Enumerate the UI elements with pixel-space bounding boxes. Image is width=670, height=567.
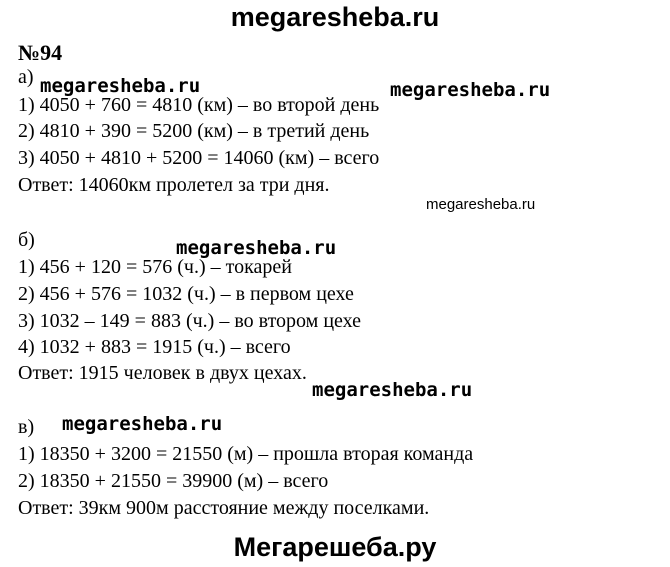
part-b-line-2: 2) 456 + 576 = 1032 (ч.) – в первом цехе: [18, 283, 354, 305]
part-v-line-1: 1) 18350 + 3200 = 21550 (м) – прошла вторая команда: [18, 443, 474, 465]
watermark: megaresheba.ru: [40, 75, 201, 97]
part-b-line-4: 4) 1032 + 883 = 1915 (ч.) – всего: [18, 336, 291, 358]
watermark: megaresheba.ru: [176, 237, 337, 259]
part-a-line-3: 3) 4050 + 4810 + 5200 = 14060 (км) – всего: [18, 147, 380, 169]
watermark: megaresheba.ru: [426, 196, 536, 213]
part-b-line-3: 3) 1032 – 149 = 883 (ч.) – во втором цехе: [18, 310, 362, 332]
watermark: megaresheba.ru: [390, 79, 551, 101]
part-v-label: в): [18, 416, 35, 438]
part-b-answer: Ответ: 1915 человек в двух цехах.: [18, 362, 307, 384]
part-v-line-2: 2) 18350 + 21550 = 39900 (м) – всего: [18, 470, 329, 492]
part-a-line-2: 2) 4810 + 390 = 5200 (км) – в третий день: [18, 120, 370, 142]
site-header: megaresheba.ru: [230, 2, 440, 32]
part-a-line-1: 1) 4050 + 760 = 4810 (км) – во второй день: [18, 94, 380, 116]
watermark: megaresheba.ru: [312, 379, 473, 401]
part-a-label: а): [18, 66, 34, 88]
part-a-answer: Ответ: 14060км пролетел за три дня.: [18, 174, 330, 196]
site-footer: Мегарешеба.ру: [233, 532, 437, 562]
part-v-answer: Ответ: 39км 900м расстояние между поселками.: [18, 497, 430, 519]
watermark: megaresheba.ru: [62, 413, 223, 435]
problem-number: №94: [18, 40, 63, 65]
part-b-line-1: 1) 456 + 120 = 576 (ч.) – токарей: [18, 256, 292, 278]
part-b-label: б): [18, 229, 35, 251]
